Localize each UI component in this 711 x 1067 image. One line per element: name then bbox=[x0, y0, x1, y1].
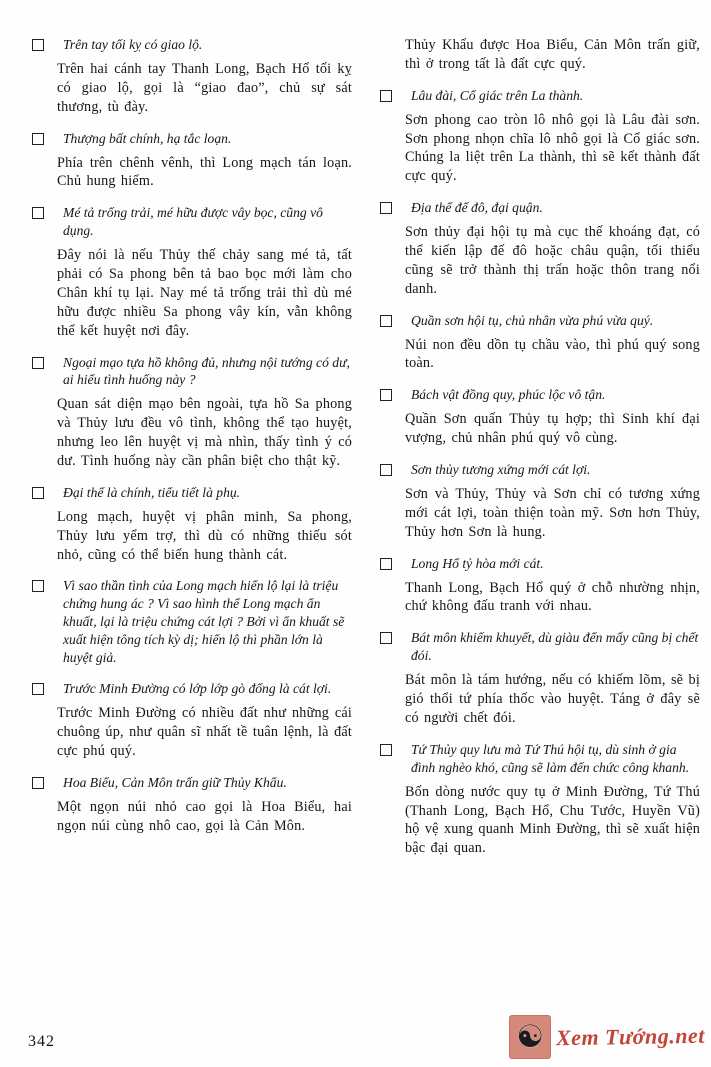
list-item bbox=[378, 312, 700, 374]
site-logo bbox=[509, 1015, 705, 1059]
item-heading bbox=[30, 354, 352, 390]
item-heading-text: Lâu đài, Cổ giác trên La thành. bbox=[411, 87, 584, 103]
logo-text: Xem Tướng.net bbox=[555, 1022, 706, 1051]
item-body: Phía trên chênh vênh, thì Long mạch tán loạn. Chủ hung hiểm. bbox=[57, 154, 352, 190]
item-body: Núi non đều dồn tụ chầu vào, thì phú quý song toàn. bbox=[405, 336, 700, 372]
checkbox-bullet-icon bbox=[380, 464, 392, 476]
list-item bbox=[378, 386, 700, 448]
item-heading bbox=[30, 484, 352, 502]
checkbox-bullet-icon bbox=[380, 202, 392, 214]
checkbox-bullet-icon bbox=[32, 487, 44, 499]
item-heading-text: Tứ Thủy quy lưu mà Tứ Thú hội tụ, dù sinh ở gia đình nghèo khó, cũng sẽ làm đến chức công khanh. bbox=[411, 741, 690, 775]
list-item bbox=[378, 629, 700, 728]
item-body: Trước Minh Đường có nhiều đất như những cái chuông úp, như quân sĩ nhất tề tuân lệnh, là đất cực phú quý. bbox=[57, 705, 352, 759]
text-columns bbox=[30, 36, 700, 871]
list-item bbox=[30, 680, 352, 761]
checkbox-bullet-icon bbox=[380, 558, 392, 570]
list-item bbox=[30, 774, 352, 836]
item-heading bbox=[378, 461, 700, 479]
item-heading-text: Mé tả trống trải, mé hữu được vây bọc, cũng vô dụng. bbox=[63, 205, 323, 239]
list-item bbox=[378, 87, 700, 186]
item-heading bbox=[30, 577, 352, 667]
list-item bbox=[30, 354, 352, 471]
checkbox-bullet-icon bbox=[380, 315, 392, 327]
checkbox-bullet-icon bbox=[380, 632, 392, 644]
list-item bbox=[378, 741, 700, 858]
item-body: Bốn dòng nước quy tụ ở Minh Đường, Tứ Thú (Thanh Long, Bạch Hổ, Chu Tước, Huyền Vũ) hộ vệ xung quanh Minh Đường, thì sẽ xuất hiện bậc đại quan. bbox=[405, 783, 700, 857]
item-body: Đây nói là nếu Thủy thế chảy sang mé tả, tất phải có Sa phong bên tả bao bọc mới làm cho Chân khí tụ lại. Nay mé tả trống trải thì dù mé hữu được nhiều Sa phong vây kín, vẫn không thể kết huyệt nơi đây. bbox=[57, 247, 352, 339]
item-heading bbox=[378, 87, 700, 105]
item-heading-text: Ngoại mạo tựa hồ không đủ, nhưng nội tướng có dư, ai hiểu tình huống này ? bbox=[63, 354, 350, 388]
item-heading-text: Bách vật đồng quy, phúc lộc vô tận. bbox=[411, 387, 606, 403]
item-body: Sơn và Thủy, Thủy và Sơn chỉ có tương xứng mới cát lợi, toàn thiện toàn mỹ. Sơn hơn Thủy, Thủy hơn Sơn là hung. bbox=[405, 485, 700, 540]
item-heading-text: Địa thế đế đô, đại quận. bbox=[411, 200, 543, 216]
yin-yang-icon: ☯ bbox=[509, 1015, 551, 1059]
list-item bbox=[30, 36, 352, 117]
checkbox-bullet-icon bbox=[32, 777, 44, 789]
item-heading-text: Hoa Biểu, Cản Môn trấn giữ Thủy Khẩu. bbox=[63, 774, 287, 790]
item-body: Long mạch, huyệt vị phân minh, Sa phong, Thủy lưu yểm trợ, thì dù có những thiếu sót nhỏ, cũng có thể biến hung thành cát. bbox=[57, 508, 352, 563]
list-item bbox=[378, 555, 700, 617]
list-item bbox=[30, 130, 352, 192]
item-heading bbox=[378, 312, 700, 330]
item-heading-text: Trước Minh Đường có lớp lớp gò đống là cát lợi. bbox=[63, 681, 332, 697]
item-heading bbox=[378, 741, 700, 777]
checkbox-bullet-icon bbox=[32, 39, 44, 51]
item-body: Sơn phong cao tròn lô nhô gọi là Lâu đài sơn. Sơn phong nhọn chĩa lô nhô gọi là Cổ giác sơn. Chúng la liệt trên La thành, thì sẽ kết thành đất cực quý. bbox=[405, 111, 700, 185]
item-heading-text: Quần sơn hội tụ, chủ nhân vừa phú vừa quý. bbox=[411, 312, 654, 328]
item-heading-text: Vì sao thần tình của Long mạch hiển lộ lại là triệu chứng hung ác ? Vì sao hình thể Long mạch ẩn khuất, lại là triệu chứng cát lợi ? Bởi vì ẩn khuất sẽ xuất hiện tông tích kỳ dị; hiển lộ thì phần lớn là huyệt giả. bbox=[63, 578, 345, 666]
list-item bbox=[30, 577, 352, 667]
item-heading-text: Sơn thủy tương xứng mới cát lợi. bbox=[411, 462, 591, 477]
item-body: Quan sát diện mạo bên ngoài, tựa hồ Sa phong và Thủy lưu đều vô tình, không thể tạo huyệt, nhưng leo lên huyệt vị mà nhìn, thấy tình ý có dư. Tình huống này cần phân biệt cho thật kỹ. bbox=[57, 396, 352, 469]
checkbox-bullet-icon bbox=[32, 683, 44, 695]
right-column bbox=[378, 36, 700, 871]
item-heading bbox=[30, 680, 352, 698]
item-body: Quần Sơn quấn Thủy tụ hợp; thì Sinh khí đại vượng, chủ nhân phú quý vô cùng. bbox=[405, 411, 700, 447]
checkbox-bullet-icon bbox=[380, 389, 392, 401]
item-heading bbox=[378, 386, 700, 404]
item-body: Sơn thủy đại hội tụ mà cục thế khoáng đạt, có thể kiến lập đế đô hoặc châu quận, tối thiểu cũng sẽ trở thành thị trấn hoặc thôn trang nổi danh. bbox=[405, 224, 700, 297]
checkbox-bullet-icon bbox=[32, 357, 44, 369]
checkbox-bullet-icon bbox=[380, 90, 392, 102]
item-body: Thanh Long, Bạch Hổ quý ở chỗ nhường nhịn, chứ không đấu tranh với nhau. bbox=[405, 579, 700, 615]
item-heading bbox=[378, 629, 700, 665]
checkbox-bullet-icon bbox=[32, 133, 44, 145]
checkbox-bullet-icon bbox=[380, 744, 392, 756]
item-heading bbox=[378, 555, 700, 573]
item-heading-text: Trên tay tối kỵ có giao lộ. bbox=[63, 37, 203, 52]
item-heading bbox=[30, 130, 352, 148]
item-body: Một ngọn núi nhỏ cao gọi là Hoa Biểu, hai ngọn núi cùng nhô cao, gọi là Cản Môn. bbox=[57, 798, 352, 834]
item-heading-text: Bát môn khiếm khuyết, dù giàu đến mấy cũng bị chết đói. bbox=[411, 630, 699, 664]
item-heading-text: Thượng bất chính, hạ tắc loạn. bbox=[63, 130, 232, 146]
checkbox-bullet-icon bbox=[32, 580, 44, 592]
list-item bbox=[30, 204, 352, 340]
item-heading bbox=[30, 36, 352, 54]
list-item bbox=[378, 199, 700, 298]
item-body: Trên hai cánh tay Thanh Long, Bạch Hổ tối kỵ có giao lộ, gọi là “giao đao”, chủ sự sát thương, tù đày. bbox=[57, 60, 352, 115]
item-heading bbox=[378, 199, 700, 217]
page-number: 342 bbox=[28, 1033, 55, 1050]
item-heading bbox=[30, 204, 352, 240]
left-column bbox=[30, 36, 352, 871]
list-item bbox=[378, 461, 700, 542]
item-body: Bát môn là tám hướng, nếu có khiếm lõm, sẽ bị gió thổi tứ phía thốc vào huyệt. Táng ở đây sẽ có người chết đói. bbox=[405, 672, 700, 726]
item-heading-text: Đại thể là chính, tiểu tiết là phụ. bbox=[63, 484, 241, 500]
item-heading bbox=[30, 774, 352, 792]
list-item bbox=[378, 36, 700, 74]
list-item bbox=[30, 484, 352, 565]
item-body: Thủy Khẩu được Hoa Biểu, Cản Môn trấn giữ, thì ở trong tất là đất cực quý. bbox=[405, 37, 700, 72]
checkbox-bullet-icon bbox=[32, 207, 44, 219]
item-heading-text: Long Hổ tỷ hòa mới cát. bbox=[411, 555, 544, 571]
